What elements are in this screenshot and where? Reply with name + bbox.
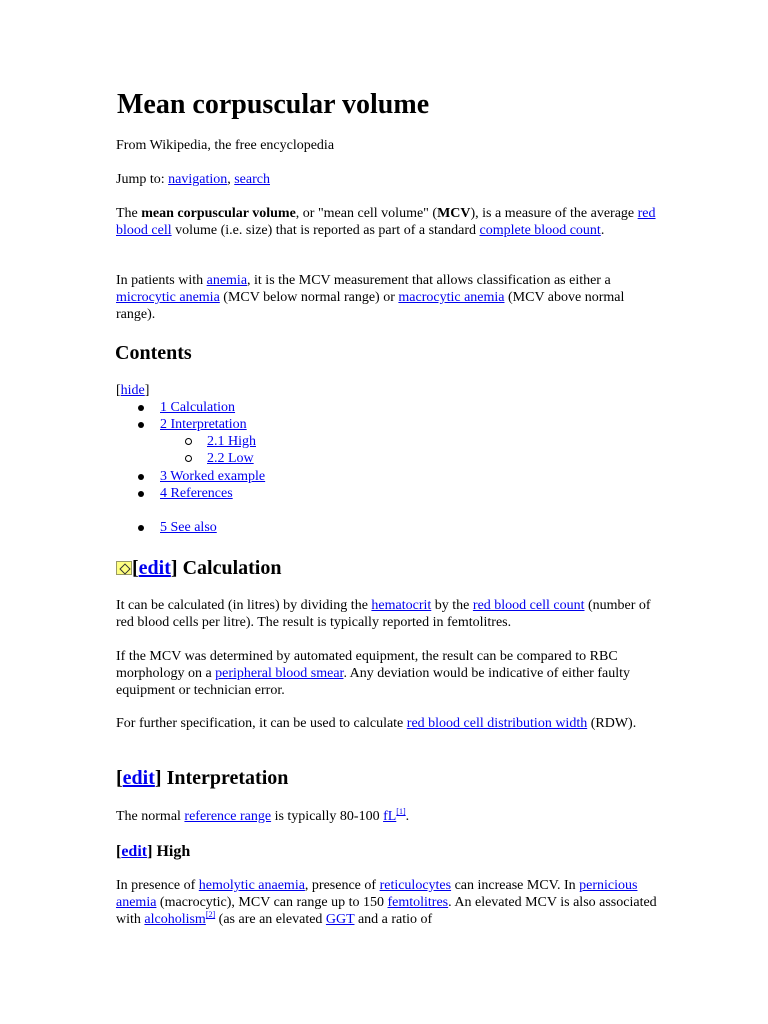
bullet-icon bbox=[138, 474, 144, 480]
section-title: Calculation bbox=[182, 557, 282, 579]
text: (macrocytic), MCV can range up to 150 bbox=[156, 895, 388, 910]
calculation-paragraph-3 bbox=[116, 715, 661, 732]
pernicious-anemia-link[interactable]: pernicious anemia bbox=[116, 878, 638, 910]
rdw-link[interactable]: red blood cell distribution width bbox=[406, 716, 588, 731]
bullet-icon bbox=[138, 491, 144, 497]
hide-toc-link[interactable]: hide bbox=[120, 383, 145, 398]
citation-2-link[interactable]: [2] bbox=[205, 910, 216, 919]
jump-separator: , bbox=[227, 172, 235, 187]
edit-section-link[interactable]: edit bbox=[138, 557, 171, 579]
text: . bbox=[405, 809, 410, 824]
bold-abbrev-mcv: MCV bbox=[437, 206, 471, 221]
femtolitres-link[interactable]: femtolitres bbox=[387, 895, 449, 910]
bracket: ] bbox=[147, 843, 157, 860]
text: by the bbox=[431, 598, 473, 613]
text: (RDW). bbox=[587, 716, 637, 731]
site-subtitle: From Wikipedia, the free encyclopedia bbox=[116, 138, 335, 153]
section-heading-interpretation bbox=[116, 766, 288, 790]
bracket: [ bbox=[132, 557, 139, 579]
jump-to-label: Jump to: bbox=[116, 172, 169, 187]
hemolytic-anaemia-link[interactable]: hemolytic anaemia bbox=[198, 878, 305, 893]
navigation-link[interactable]: navigation bbox=[168, 172, 228, 187]
jump-to-bar bbox=[116, 171, 661, 188]
section-title: Interpretation bbox=[166, 767, 289, 789]
calculation-paragraph-1 bbox=[116, 597, 661, 631]
text: (MCV above normal range). bbox=[116, 290, 625, 322]
contents-heading: Contents bbox=[115, 342, 192, 364]
bullet-icon bbox=[138, 525, 144, 531]
text: , it is the MCV measurement that allows classification as either a bbox=[247, 273, 611, 288]
toc-link-see-also[interactable]: 5 See also bbox=[160, 520, 217, 535]
intro-paragraph-2 bbox=[116, 272, 661, 323]
text: volume (i.e. size) that is reported as part of a standard bbox=[171, 223, 480, 238]
section-heading-calculation bbox=[116, 556, 281, 580]
bold-term-mcv: mean corpuscular volume bbox=[141, 206, 296, 221]
bracket: ] bbox=[170, 557, 183, 579]
edit-pencil-icon[interactable] bbox=[116, 561, 132, 575]
high-paragraph-1 bbox=[116, 877, 661, 928]
bracket: [ bbox=[116, 383, 121, 398]
femtolitre-link[interactable]: fL bbox=[383, 809, 397, 824]
text: . bbox=[600, 223, 605, 238]
circle-bullet-icon bbox=[185, 455, 192, 462]
text: In presence of bbox=[116, 878, 199, 893]
text: It can be calculated (in litres) by dividing the bbox=[116, 598, 372, 613]
text: ), is a measure of the average bbox=[470, 206, 638, 221]
text: If the MCV was determined by automated equipment, the result can be compared to RBC morphology on a bbox=[116, 649, 618, 681]
text: For further specification, it can be used to calculate bbox=[116, 716, 407, 731]
text: (number of red blood cells per litre). The result is typically reported in femtolitres. bbox=[116, 598, 651, 630]
citation-1-link[interactable]: [1] bbox=[396, 807, 406, 816]
text: . Any deviation would be indicative of either faulty equipment or technician error. bbox=[116, 666, 630, 698]
bracket: ] bbox=[154, 767, 167, 789]
text: The normal bbox=[116, 809, 185, 824]
interpretation-paragraph-1 bbox=[116, 808, 661, 825]
text: . An elevated MCV is also associated with bbox=[116, 895, 657, 927]
calculation-paragraph-2 bbox=[116, 648, 661, 699]
intro-paragraph-1 bbox=[116, 205, 661, 239]
text: (as are an elevated bbox=[215, 912, 326, 927]
toc-link-low[interactable]: 2.2 Low bbox=[207, 451, 254, 466]
alcoholism-link[interactable]: alcoholism bbox=[144, 912, 206, 927]
reticulocytes-link[interactable]: reticulocytes bbox=[379, 878, 452, 893]
toc-link-worked-example[interactable]: 3 Worked example bbox=[160, 469, 266, 484]
bracket: [ bbox=[116, 843, 122, 860]
circle-bullet-icon bbox=[185, 438, 192, 445]
ggt-link[interactable]: GGT bbox=[325, 912, 355, 927]
microcytic-anemia-link[interactable]: microcytic anemia bbox=[116, 290, 220, 305]
toc-link-interpretation[interactable]: 2 Interpretation bbox=[160, 417, 247, 432]
toc-link-high[interactable]: 2.1 High bbox=[207, 434, 256, 449]
anemia-link[interactable]: anemia bbox=[206, 273, 248, 288]
text: The bbox=[116, 206, 142, 221]
text: , or "mean cell volume" ( bbox=[295, 206, 438, 221]
edit-section-link[interactable]: edit bbox=[122, 767, 155, 789]
edit-section-link[interactable]: edit bbox=[121, 843, 148, 860]
red-blood-cell-link[interactable]: red blood cell bbox=[116, 206, 656, 238]
hematocrit-link[interactable]: hematocrit bbox=[371, 598, 432, 613]
macrocytic-anemia-link[interactable]: macrocytic anemia bbox=[398, 290, 505, 305]
section-heading-high bbox=[116, 842, 190, 862]
bracket: ] bbox=[144, 383, 150, 398]
toc-hide-toggle bbox=[116, 382, 149, 399]
section-title: High bbox=[156, 843, 191, 860]
text: In patients with bbox=[116, 273, 207, 288]
text: (MCV below normal range) or bbox=[219, 290, 399, 305]
text: , presence of bbox=[304, 878, 380, 893]
page-title: Mean corpuscular volume bbox=[117, 89, 430, 120]
complete-blood-count-link[interactable]: complete blood count bbox=[479, 223, 601, 238]
red-blood-cell-count-link[interactable]: red blood cell count bbox=[472, 598, 585, 613]
bullet-icon bbox=[138, 422, 144, 428]
toc-link-calculation[interactable]: 1 Calculation bbox=[160, 400, 236, 415]
search-link[interactable]: search bbox=[234, 172, 270, 187]
text: is typically 80-100 bbox=[271, 809, 384, 824]
bullet-icon bbox=[138, 405, 144, 411]
reference-range-link[interactable]: reference range bbox=[184, 809, 272, 824]
text: can increase MCV. In bbox=[451, 878, 580, 893]
bracket: [ bbox=[116, 767, 123, 789]
text: and a ratio of bbox=[354, 912, 433, 927]
peripheral-blood-smear-link[interactable]: peripheral blood smear bbox=[215, 666, 344, 681]
toc-link-references[interactable]: 4 References bbox=[160, 486, 233, 501]
